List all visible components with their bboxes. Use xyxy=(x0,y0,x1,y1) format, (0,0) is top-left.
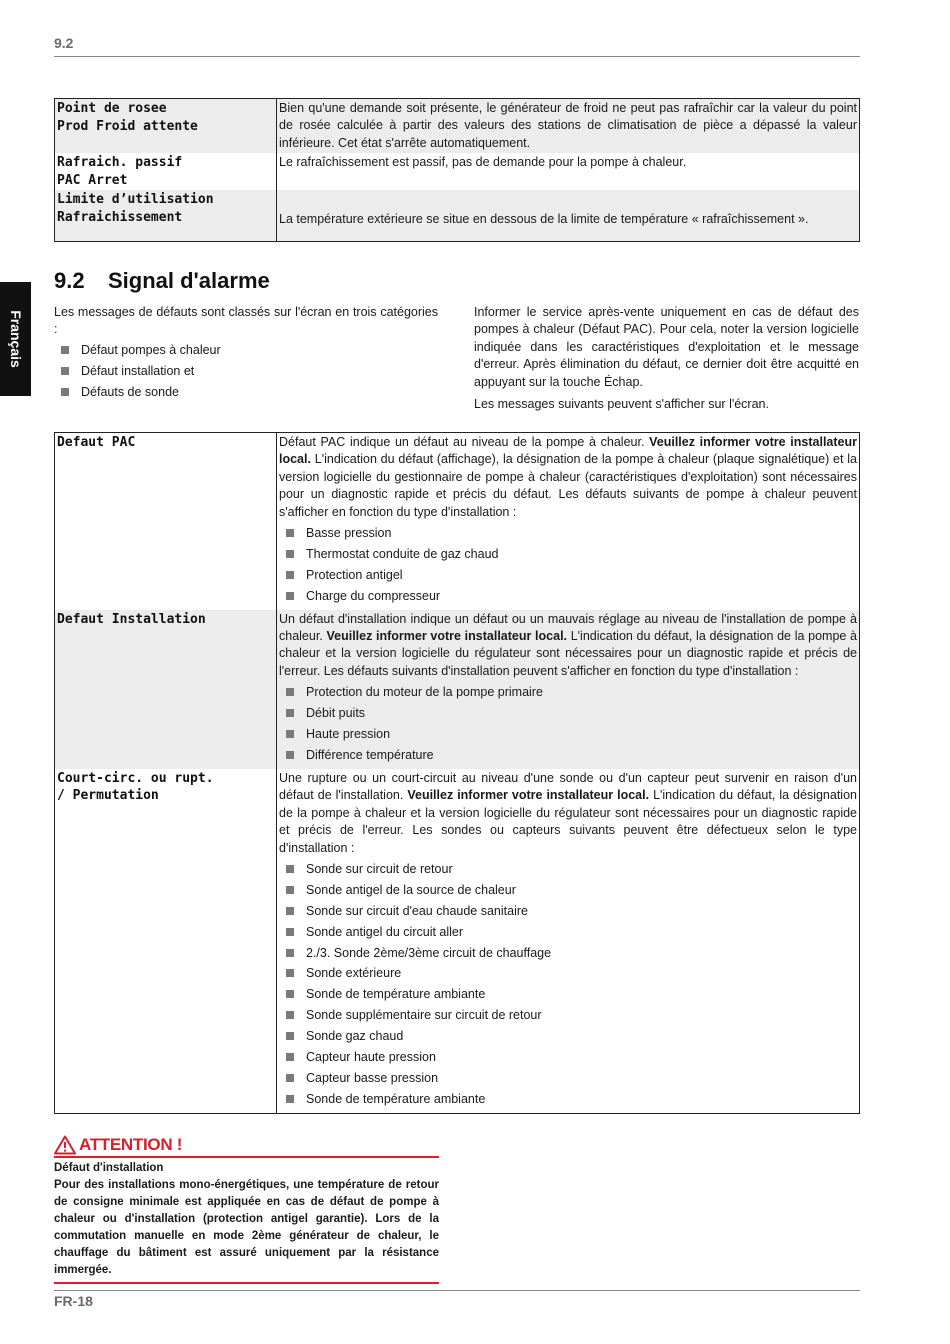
category-list xyxy=(54,342,438,401)
service-paragraph: Informer le service après-vente uniquement en cas de défaut des pompes à chaleur (Défaut PAC). Pour cela, noter la version logicielle indiquée dans les caractéristiques d'exploitation et le message d'erreur. Après élimination du défaut, ce dernier doit être acquitté en appuyant sur la touche Échap. xyxy=(474,305,859,389)
table-row xyxy=(55,610,860,769)
list-item: Protection du moteur de la pompe primaire xyxy=(279,684,857,701)
message-key xyxy=(55,153,277,190)
list-item: Sonde gaz chaud xyxy=(279,1028,857,1045)
attention-body: Pour des installations mono-énergétiques, une température de retour de consigne minimale est appliquée en cas de défaut de pompe à chaleur ou d'installation (protection antigel garantie). Lors de la commutation manuelle en mode 2ème générateur de chaleur, le chauffage du bâtiment est assuré uniquement par la résistance immergée. xyxy=(54,1179,439,1276)
list-item: Débit puits xyxy=(279,705,857,722)
list-item: Sonde antigel du circuit aller xyxy=(279,924,857,941)
alarm-description xyxy=(277,433,860,610)
table-row xyxy=(55,153,860,190)
key-line: Point de rosee xyxy=(57,101,167,116)
list-item: Sonde supplémentaire sur circuit de retour xyxy=(279,1007,857,1024)
page-number: FR-18 xyxy=(54,1293,93,1309)
header-section-number: 9.2 xyxy=(54,35,74,51)
list-item: Différence température xyxy=(279,747,857,764)
sensor-list xyxy=(279,861,857,1108)
text-part: Un défaut d'installation indique un défaut ou un mauvais réglage au niveau de l'installation de pompe à chaleur. xyxy=(279,611,857,644)
list-item: Défaut installation et xyxy=(54,363,438,380)
attention-divider xyxy=(54,1282,439,1284)
list-item: 2./3. Sonde 2ème/3ème circuit de chauffage xyxy=(279,945,857,962)
list-item: Sonde antigel de la source de chaleur xyxy=(279,882,857,899)
alarm-description xyxy=(277,610,860,769)
message-description: Le rafraîchissement est passif, pas de demande pour la pompe à chaleur. xyxy=(279,155,687,170)
intro-left-column xyxy=(54,304,438,405)
list-item: Sonde sur circuit d'eau chaude sanitaire xyxy=(279,903,857,920)
messages-paragraph: Les messages suivants peuvent s'afficher sur l'écran. xyxy=(474,397,769,412)
key-line: Court-circ. ou rupt. xyxy=(57,770,214,786)
attention-subtitle: Défaut d'installation xyxy=(54,1162,164,1174)
text-emphasis: Veuillez informer votre installateur local. xyxy=(407,788,650,803)
alarm-text xyxy=(279,434,857,521)
list-item: Charge du compresseur xyxy=(279,588,857,605)
text-part: L'indication du défaut (affichage), la désignation de la pompe à chaleur (plaque signalétique) et la version logicielle du gestionnaire de pompe à chaleur (caractéristiques d'exploitation) sont nécessaires pour un diagnostic rapide et précis du défaut. Les défauts suivants de pompe à chaleur peuvent s'afficher en fonction du type d'installation : xyxy=(279,452,857,519)
section-number: 9.2 xyxy=(54,268,85,293)
key-line: Rafraich. passif xyxy=(57,155,183,171)
list-item: Sonde extérieure xyxy=(279,965,857,982)
list-item: Basse pression xyxy=(279,525,857,542)
list-item: Sonde sur circuit de retour xyxy=(279,861,857,878)
text-part: L'indication du défaut, la désignation de la pompe à chaleur et la version logicielle du régulateur sont nécessaires pour un diagnostic rapide et précis de l'erreur. Les défauts suivants d'installation peuvent s'afficher en fonction du type d'installation : xyxy=(279,629,857,678)
attention-label: ATTENTION ! xyxy=(79,1135,183,1154)
list-item: Capteur haute pression xyxy=(279,1049,857,1066)
list-item: Sonde de température ambiante xyxy=(279,1091,857,1108)
intro-right-column xyxy=(474,304,859,418)
key-line: / Permutation xyxy=(57,788,159,804)
key-line: Prod Froid attente xyxy=(57,118,198,134)
list-item: Protection antigel xyxy=(279,567,857,584)
key-line: Limite d’utilisation xyxy=(57,192,214,208)
alarm-text xyxy=(279,770,857,857)
language-side-tab xyxy=(0,282,31,396)
text-part: L'indication du défaut, la désignation de la pompe à chaleur et la version logicielle du régulateur sont nécessaires pour un diagnostic rapide et précis de l'erreur. Les sondes ou capteurs suivants peuvent être défectueux selon le type d'installation : xyxy=(279,788,857,855)
table-row xyxy=(55,769,860,1113)
status-messages-table xyxy=(54,98,860,242)
text-emphasis: Veuillez informer votre installateur local. xyxy=(279,435,857,467)
message-description: Bien qu'une demande soit présente, le générateur de froid ne peut pas rafraîchir car la valeur du point de rosée calculée à partir des valeurs des stations de climatisation de pièce a dépassé la valeur inférieure. Cet état s'arrête automatiquement. xyxy=(277,99,860,154)
intro-text: Les messages de défauts sont classés sur l'écran en trois catégories : xyxy=(54,305,438,337)
header-divider xyxy=(54,56,860,57)
list-item: Capteur basse pression xyxy=(279,1070,857,1087)
list-item: Défauts de sonde xyxy=(54,384,438,401)
attention-box xyxy=(54,1135,439,1284)
table-row xyxy=(55,190,860,241)
list-item: Sonde de température ambiante xyxy=(279,986,857,1003)
message-key xyxy=(55,99,277,154)
fault-list xyxy=(279,684,857,764)
alarm-key: Defaut PAC xyxy=(55,433,277,610)
fault-list xyxy=(279,525,857,605)
warning-triangle-icon xyxy=(54,1135,76,1155)
message-description: La température extérieure se situe en dessous de la limite de température « rafraîchissement ». xyxy=(277,190,860,241)
table-row xyxy=(55,433,860,610)
attention-header xyxy=(54,1135,439,1158)
alarm-messages-table xyxy=(54,432,860,1114)
table-row xyxy=(55,99,860,154)
text-part: Défaut PAC indique un défaut au niveau de la pompe à chaleur. xyxy=(279,435,650,449)
footer-divider xyxy=(54,1290,860,1291)
text-emphasis: Veuillez informer votre installateur local. xyxy=(326,629,568,644)
section-title: Signal d'alarme xyxy=(108,268,270,293)
text-part: Une rupture ou un court-circuit au niveau d'une sonde ou d'un capteur peut survenir en raison d'un défaut de l'installation. xyxy=(279,770,857,803)
alarm-key xyxy=(55,769,277,1113)
key-line: PAC Arret xyxy=(57,172,128,188)
list-item: Haute pression xyxy=(279,726,857,743)
message-key xyxy=(55,190,277,241)
key-line: Rafraichissement xyxy=(57,209,183,225)
language-tab-label: Français xyxy=(7,310,24,368)
section-heading xyxy=(54,268,270,294)
alarm-key: Defaut Installation xyxy=(55,610,277,769)
alarm-description xyxy=(277,769,860,1113)
list-item: Défaut pompes à chaleur xyxy=(54,342,438,359)
alarm-text xyxy=(279,611,857,681)
list-item: Thermostat conduite de gaz chaud xyxy=(279,546,857,563)
